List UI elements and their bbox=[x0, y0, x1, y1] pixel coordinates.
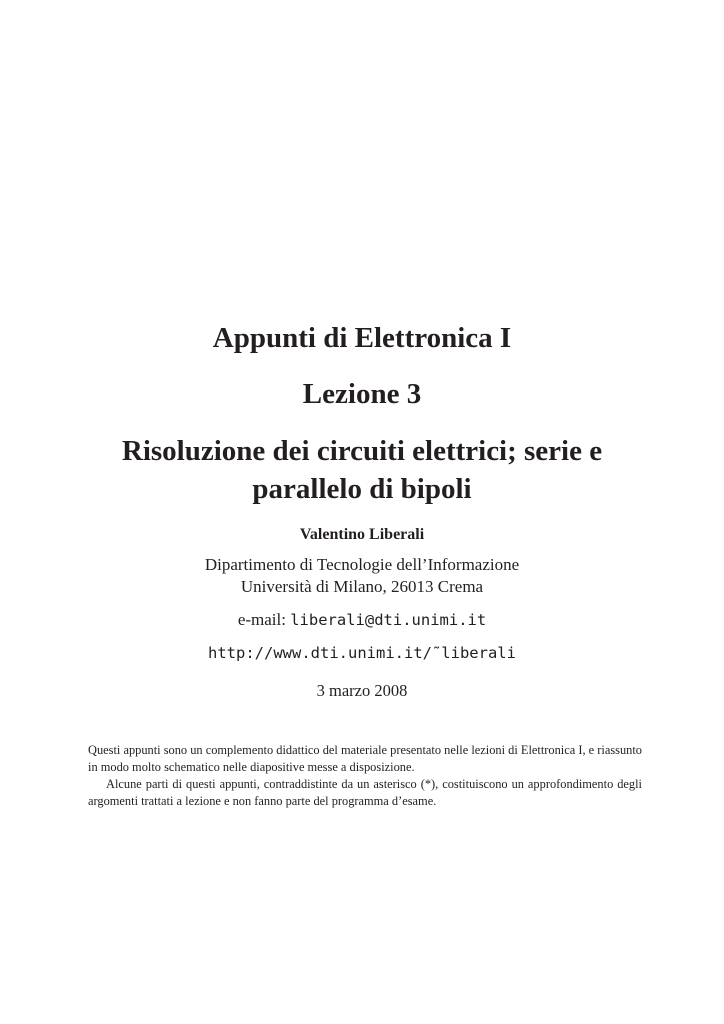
lesson-heading: Lezione 3 bbox=[302, 378, 422, 410]
author-name: Valentino Liberali bbox=[299, 526, 425, 543]
abstract-paragraph-2: Alcune parti di questi appunti, contraddistinte da un asterisco (*), costituiscono un approfondimento degli argomenti trattati a lezione e non fanno parte del programma d’esame. bbox=[88, 777, 642, 808]
abstract-paragraph-1: Questi appunti sono un complemento didattico del materiale presentato nelle lezioni di Elettronica I, e riassunto in modo molto schematico nelle diapositive messe a disposizione. bbox=[88, 743, 642, 774]
affiliation-department: Dipartimento di Tecnologie dell’Informazione bbox=[204, 555, 520, 574]
email-address[interactable]: liberali@dti.unimi.it bbox=[290, 611, 487, 629]
abstract bbox=[88, 742, 642, 810]
document-date: 3 marzo 2008 bbox=[316, 681, 408, 700]
email-label: e-mail: bbox=[237, 610, 286, 629]
affiliation-university: Università di Milano, 26013 Crema bbox=[240, 577, 484, 596]
homepage-link[interactable]: http://www.dti.unimi.it/˜liberali bbox=[208, 644, 516, 662]
document-title: Appunti di Elettronica I bbox=[212, 322, 512, 354]
email-line bbox=[0, 608, 724, 632]
url-line bbox=[0, 641, 724, 665]
lesson-subtitle: Risoluzione dei circuiti elettrici; serie e parallelo di bipoli bbox=[121, 435, 603, 505]
affiliation bbox=[0, 554, 724, 598]
